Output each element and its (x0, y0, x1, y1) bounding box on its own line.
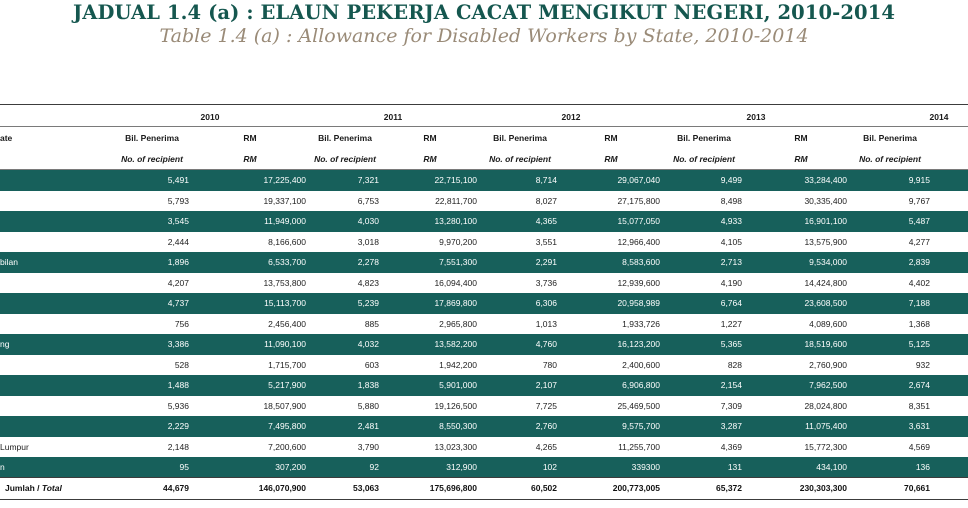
recipient-cell: 131 (727, 462, 742, 472)
recipient-cell: 2,278 (357, 257, 379, 267)
rm-cell: 1,933,726 (622, 318, 660, 329)
recipient-cell: 4,823 (357, 277, 379, 288)
recipient-cell: 1,368 (908, 318, 930, 329)
recipient-header-ms: Bil. Penerima (863, 133, 917, 143)
table-row (0, 416, 968, 437)
recipient-cell: 756 (174, 318, 189, 329)
rm-cell: 33,284,400 (804, 175, 847, 185)
recipient-cell: 1,838 (357, 380, 379, 390)
rm-header-ms: RM (423, 133, 437, 143)
total-bottom-rule (0, 499, 968, 500)
rm-cell: 12,966,400 (617, 236, 660, 247)
table-row (0, 191, 968, 212)
rm-cell: 22,811,700 (435, 195, 477, 206)
recipient-cell: 102 (542, 462, 557, 472)
year-header-2010: 2010 (200, 112, 220, 122)
total-label-english: Total (41, 483, 62, 493)
table-row (0, 170, 968, 191)
total-recipient-cell: 70,661 (904, 483, 930, 493)
rm-cell: 312,900 (446, 462, 477, 472)
rm-cell: 11,255,700 (618, 441, 660, 452)
rm-cell: 2,965,800 (439, 318, 477, 329)
recipient-cell: 1,013 (535, 318, 557, 329)
rm-cell: 339300 (631, 462, 660, 472)
recipient-cell: 4,569 (908, 441, 930, 452)
rm-cell: 11,090,100 (264, 339, 306, 349)
rm-header-en: RM (243, 154, 257, 164)
recipient-cell: 5,239 (357, 298, 379, 308)
recipient-cell: 3,790 (357, 441, 379, 452)
year-header-2013: 2013 (746, 112, 766, 122)
total-rm-cell: 146,070,900 (258, 483, 306, 493)
rm-cell: 16,123,200 (617, 339, 660, 349)
rm-cell: 8,166,600 (268, 236, 306, 247)
recipient-cell: 92 (369, 462, 379, 472)
recipient-cell: 4,190 (720, 277, 742, 288)
recipient-cell: 7,188 (908, 298, 930, 308)
year-header-2011: 2011 (383, 112, 403, 122)
rm-cell: 7,495,800 (268, 421, 306, 431)
recipient-cell: 4,032 (357, 339, 379, 349)
recipient-cell: 6,306 (535, 298, 557, 308)
recipient-header-en: No. of recipient (314, 154, 376, 164)
recipient-cell: 4,737 (167, 298, 189, 308)
rm-cell: 15,077,050 (617, 216, 660, 226)
recipient-header-en: No. of recipient (859, 154, 921, 164)
state-name-cell: n (0, 462, 5, 472)
rm-cell: 25,469,500 (617, 400, 660, 411)
recipient-cell: 9,499 (720, 175, 742, 185)
recipient-cell: 8,351 (908, 400, 930, 411)
rm-cell: 14,424,800 (804, 277, 847, 288)
recipient-cell: 8,498 (720, 195, 742, 206)
recipient-cell: 885 (364, 318, 379, 329)
recipient-cell: 9,767 (908, 195, 930, 206)
recipient-header-en: No. of recipient (121, 154, 183, 164)
rm-cell: 307,200 (275, 462, 306, 472)
recipient-cell: 4,030 (357, 216, 379, 226)
rm-cell: 13,582,200 (434, 339, 477, 349)
rm-cell: 23,608,500 (804, 298, 847, 308)
state-column-header: ate (0, 133, 13, 143)
rm-cell: 2,456,400 (268, 318, 306, 329)
rm-cell: 17,225,400 (263, 175, 306, 185)
recipient-cell: 5,125 (908, 339, 930, 349)
rm-cell: 16,094,400 (434, 277, 477, 288)
recipient-cell: 5,491 (167, 175, 189, 185)
recipient-cell: 4,265 (535, 441, 557, 452)
recipient-cell: 4,207 (167, 277, 189, 288)
recipient-cell: 4,402 (908, 277, 930, 288)
table-title-malay: JADUAL 1.4 (a) : ELAUN PEKERJA CACAT MENGIKUT NEGERI, 2010-2014 (72, 1, 896, 24)
state-name-cell: bilan (0, 257, 18, 267)
state-name-cell: ng (0, 339, 10, 349)
table-row (0, 232, 968, 253)
rm-cell: 30,335,400 (804, 195, 847, 206)
recipient-cell: 4,365 (535, 216, 557, 226)
recipient-cell: 5,365 (720, 339, 742, 349)
rm-cell: 19,126,500 (434, 400, 477, 411)
recipient-cell: 4,369 (720, 441, 742, 452)
rm-header-en: RM (423, 154, 437, 164)
recipient-cell: 3,386 (167, 339, 189, 349)
table-row (0, 355, 968, 376)
rm-cell: 5,217,900 (268, 380, 306, 390)
rm-cell: 9,575,700 (622, 421, 660, 431)
total-recipient-cell: 53,063 (353, 483, 379, 493)
rm-cell: 5,901,000 (439, 380, 477, 390)
table-row (0, 457, 968, 478)
rm-cell: 8,583,600 (622, 257, 660, 267)
rm-cell: 7,962,500 (809, 380, 847, 390)
rm-header-ms: RM (604, 133, 618, 143)
recipient-header-ms: Bil. Penerima (125, 133, 179, 143)
recipient-cell: 1,227 (720, 318, 742, 329)
rm-cell: 22,715,100 (434, 175, 477, 185)
rm-header-en: RM (604, 154, 618, 164)
table-title-english: Table 1.4 (a) : Allowance for Disabled Workers by State, 2010-2014 (159, 25, 809, 47)
recipient-cell: 3,287 (720, 421, 742, 431)
rm-cell: 2,760,900 (809, 359, 847, 370)
rm-cell: 15,113,700 (264, 298, 306, 308)
recipient-cell: 3,018 (357, 236, 379, 247)
table-row (0, 334, 968, 355)
recipient-cell: 780 (542, 359, 557, 370)
recipient-cell: 528 (174, 359, 189, 370)
rm-cell: 4,089,600 (809, 318, 847, 329)
recipient-header-ms: Bil. Penerima (318, 133, 372, 143)
recipient-cell: 6,753 (357, 195, 379, 206)
rm-cell: 7,200,600 (268, 441, 306, 452)
recipient-header-ms: Bil. Penerima (677, 133, 731, 143)
year-rule (0, 126, 968, 127)
recipient-cell: 2,148 (167, 441, 189, 452)
table-row (0, 314, 968, 335)
rm-header-ms: RM (794, 133, 808, 143)
recipient-cell: 2,674 (908, 380, 930, 390)
recipient-header-en: No. of recipient (673, 154, 735, 164)
recipient-cell: 4,277 (908, 236, 930, 247)
recipient-cell: 3,545 (167, 216, 189, 226)
recipient-cell: 2,839 (908, 257, 930, 267)
recipient-cell: 4,105 (720, 236, 742, 247)
recipient-cell: 3,631 (908, 421, 930, 431)
state-name-cell: Lumpur (0, 441, 29, 452)
rm-cell: 6,533,700 (268, 257, 306, 267)
recipient-cell: 7,309 (720, 400, 742, 411)
rm-cell: 7,551,300 (439, 257, 477, 267)
rm-cell: 27,175,800 (617, 195, 660, 206)
recipient-cell: 6,764 (720, 298, 742, 308)
recipient-cell: 136 (915, 462, 930, 472)
recipient-cell: 7,725 (535, 400, 557, 411)
recipient-cell: 2,107 (535, 380, 557, 390)
rm-cell: 13,280,100 (434, 216, 477, 226)
rm-cell: 6,906,800 (622, 380, 660, 390)
rm-cell: 29,067,040 (617, 175, 660, 185)
table-row (0, 293, 968, 314)
recipient-cell: 603 (364, 359, 379, 370)
rm-cell: 16,901,100 (804, 216, 847, 226)
recipient-cell: 2,444 (167, 236, 189, 247)
table-row (0, 252, 968, 273)
recipient-cell: 5,487 (908, 216, 930, 226)
rm-cell: 19,337,100 (263, 195, 306, 206)
recipient-cell: 1,896 (167, 257, 189, 267)
recipient-header-ms: Bil. Penerima (493, 133, 547, 143)
rm-header-ms: RM (243, 133, 257, 143)
recipient-cell: 3,551 (535, 236, 557, 247)
recipient-cell: 2,229 (167, 421, 189, 431)
rm-cell: 13,575,900 (804, 236, 847, 247)
table-row (0, 211, 968, 232)
year-header-2014: 2014 (929, 112, 949, 122)
rm-cell: 15,772,300 (804, 441, 847, 452)
rm-cell: 2,400,600 (622, 359, 660, 370)
recipient-cell: 2,713 (720, 257, 742, 267)
rm-cell: 434,100 (816, 462, 847, 472)
total-rm-cell: 175,696,800 (429, 483, 477, 493)
recipient-cell: 4,933 (720, 216, 742, 226)
rm-cell: 1,715,700 (268, 359, 306, 370)
rm-cell: 17,869,800 (434, 298, 477, 308)
recipient-cell: 5,880 (357, 400, 379, 411)
total-label-malay: Jumlah / (5, 483, 42, 493)
rm-cell: 12,939,600 (617, 277, 660, 288)
recipient-cell: 3,736 (535, 277, 557, 288)
rm-cell: 20,958,989 (617, 298, 660, 308)
recipient-cell: 2,760 (535, 421, 557, 431)
total-rm-cell: 200,773,005 (612, 483, 660, 493)
rm-cell: 9,534,000 (809, 257, 847, 267)
table-row (0, 273, 968, 294)
recipient-cell: 828 (727, 359, 742, 370)
rm-cell: 13,023,300 (434, 441, 477, 452)
recipient-cell: 1,488 (167, 380, 189, 390)
table-row (0, 396, 968, 417)
rm-cell: 18,519,600 (804, 339, 847, 349)
recipient-cell: 2,154 (720, 380, 742, 390)
rm-cell: 11,075,400 (805, 421, 847, 431)
total-recipient-cell: 65,372 (716, 483, 742, 493)
year-header-2012: 2012 (561, 112, 581, 122)
recipient-cell: 7,321 (357, 175, 379, 185)
rm-header-en: RM (794, 154, 808, 164)
total-rm-cell: 230,303,300 (799, 483, 847, 493)
total-recipient-cell: 44,679 (163, 483, 189, 493)
rm-cell: 13,753,800 (263, 277, 306, 288)
rm-cell: 11,949,000 (264, 216, 306, 226)
recipient-cell: 2,481 (357, 421, 379, 431)
recipient-cell: 95 (179, 462, 189, 472)
recipient-cell: 5,793 (167, 195, 189, 206)
rm-cell: 9,970,200 (439, 236, 477, 247)
total-row (0, 478, 968, 499)
recipient-header-en: No. of recipient (489, 154, 551, 164)
recipient-cell: 4,760 (535, 339, 557, 349)
recipient-cell: 8,027 (535, 195, 557, 206)
table-row (0, 375, 968, 396)
rm-cell: 1,942,200 (439, 359, 477, 370)
header-top-rule (0, 104, 968, 105)
recipient-cell: 2,291 (535, 257, 557, 267)
rm-cell: 28,024,800 (804, 400, 847, 411)
recipient-cell: 932 (915, 359, 930, 370)
rm-cell: 8,550,300 (439, 421, 477, 431)
rm-cell: 18,507,900 (263, 400, 306, 411)
recipient-cell: 5,936 (167, 400, 189, 411)
total-label (5, 478, 62, 499)
recipient-cell: 9,915 (908, 175, 930, 185)
table-row (0, 437, 968, 458)
recipient-cell: 8,714 (535, 175, 557, 185)
total-recipient-cell: 60,502 (531, 483, 557, 493)
